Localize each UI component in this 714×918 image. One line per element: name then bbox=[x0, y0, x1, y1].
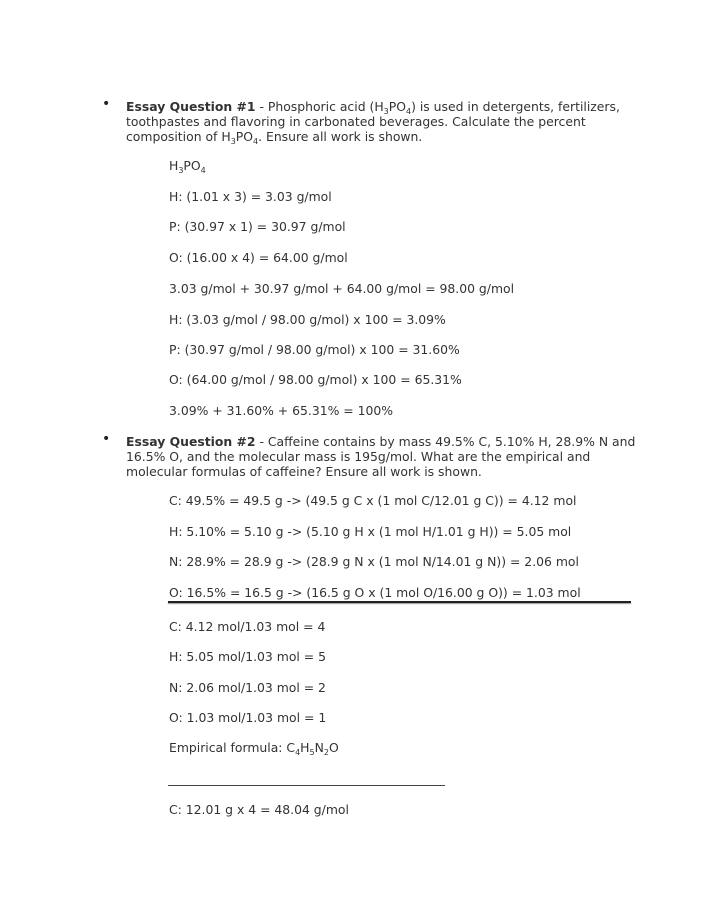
q1-text-4: ) is used in detergents, fertilizers, toothpastes and flavoring in carbonated beverages. Calculate the percent composition of H bbox=[126, 99, 620, 144]
formula-po: PO bbox=[183, 158, 201, 173]
question-2 bbox=[126, 434, 646, 479]
q2-line-1: C: 49.5% = 49.5 g -> (49.5 g C x (1 mol C/12.01 g C)) = 4.12 mol bbox=[169, 493, 577, 508]
q1-line-3: O: (16.00 x 4) = 64.00 g/mol bbox=[169, 250, 348, 265]
q1-line-8: 3.09% + 31.60% + 65.31% = 100% bbox=[169, 403, 394, 418]
q1-line-4: 3.03 g/mol + 30.97 g/mol + 64.00 g/mol = 98.00 g/mol bbox=[169, 281, 515, 296]
q1-text-2: PO bbox=[388, 99, 406, 114]
bullet-q2: • bbox=[102, 431, 111, 447]
ef-n-sub: 2 bbox=[323, 748, 329, 757]
ef-c-sub: 4 bbox=[295, 748, 301, 757]
q1-text-5: 3 bbox=[230, 137, 236, 146]
q2-line-8: O: 1.03 mol/1.03 mol = 1 bbox=[169, 710, 327, 725]
q1-line-7: O: (64.00 g/mol / 98.00 g/mol) x 100 = 65.31% bbox=[169, 372, 462, 387]
q2-line-5: C: 4.12 mol/1.03 mol = 4 bbox=[169, 619, 326, 634]
q2-line-4: O: 16.5% = 16.5 g -> (16.5 g O x (1 mol O/16.00 g O)) = 1.03 mol bbox=[169, 585, 581, 600]
ef-o: O bbox=[328, 740, 339, 755]
q2-last-line: C: 12.01 g x 4 = 48.04 g/mol bbox=[169, 802, 349, 817]
q1-text-3: 4 bbox=[405, 107, 412, 116]
question-1-label: Essay Question #1 bbox=[126, 99, 256, 114]
sum-divider bbox=[168, 601, 631, 603]
q1-line-5: H: (3.03 g/mol / 98.00 g/mol) x 100 = 3.09% bbox=[169, 312, 446, 327]
q1-text-7: 4 bbox=[253, 137, 259, 146]
q2-line-3: N: 28.9% = 28.9 g -> (28.9 g N x (1 mol N/14.01 g N)) = 2.06 mol bbox=[169, 554, 579, 569]
ef-h-sub: 5 bbox=[309, 748, 315, 757]
formula-h: H bbox=[169, 158, 179, 173]
q2-line-2: H: 5.10% = 5.10 g -> (5.10 g H x (1 mol H/1.01 g H)) = 5.05 mol bbox=[169, 524, 572, 539]
ef-c: C bbox=[286, 740, 296, 755]
q1-formula bbox=[169, 158, 206, 174]
q1-text-8: . Ensure all work is shown. bbox=[258, 129, 423, 144]
q2-line-6: H: 5.05 mol/1.03 mol = 5 bbox=[169, 649, 326, 664]
empirical-formula bbox=[169, 740, 339, 756]
bullet-q1: • bbox=[102, 96, 111, 112]
section-divider bbox=[168, 785, 445, 786]
question-1 bbox=[126, 99, 646, 144]
q2-text: - Caffeine contains by mass 49.5% C, 5.10% H, 28.9% N and 16.5% O, and the molecular mass is 195g/mol. What are the empirical and molecular formulas of caffeine? Ensure all work is shown. bbox=[126, 434, 636, 479]
q1-text-0: - Phosphoric acid (H bbox=[255, 99, 384, 114]
q1-line-2: P: (30.97 x 1) = 30.97 g/mol bbox=[169, 219, 346, 234]
ef-h: H bbox=[300, 740, 310, 755]
formula-po-sub: 4 bbox=[200, 166, 206, 175]
question-2-label: Essay Question #2 bbox=[126, 434, 256, 449]
ef-n: N bbox=[314, 740, 324, 755]
q1-line-1: H: (1.01 x 3) = 3.03 g/mol bbox=[169, 189, 332, 204]
q1-line-6: P: (30.97 g/mol / 98.00 g/mol) x 100 = 31.60% bbox=[169, 342, 460, 357]
q1-text-6: PO bbox=[235, 129, 254, 144]
q1-text-1: 3 bbox=[383, 107, 389, 116]
empirical-label: Empirical formula: bbox=[169, 740, 287, 755]
formula-h-sub: 3 bbox=[178, 166, 184, 175]
q2-line-7: N: 2.06 mol/1.03 mol = 2 bbox=[169, 680, 326, 695]
